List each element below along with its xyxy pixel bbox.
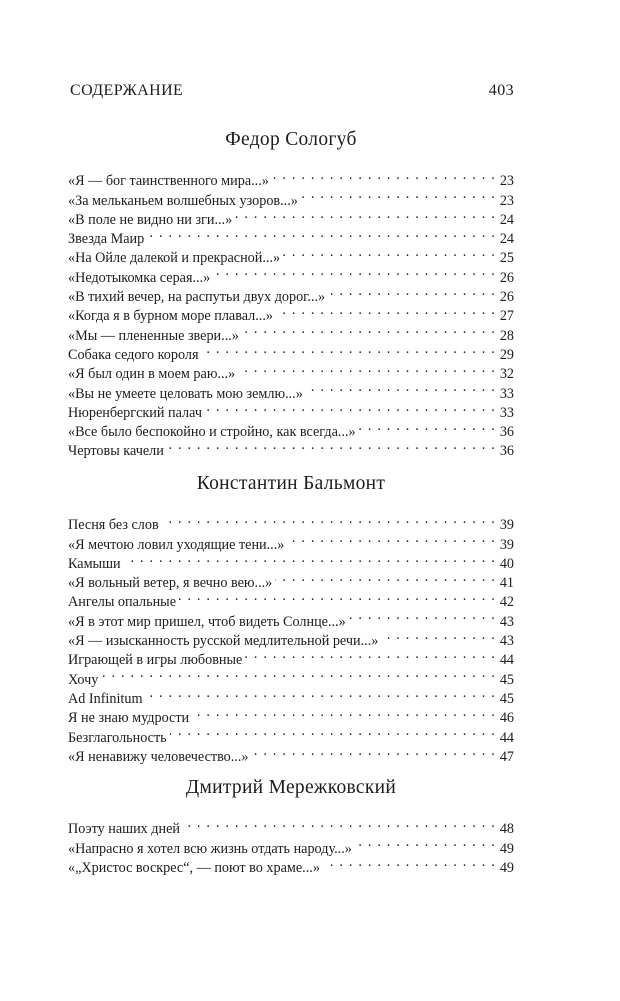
dot-leader [192, 703, 496, 722]
toc-entry [68, 166, 514, 190]
dot-leader [124, 549, 496, 568]
author-section-balmont [68, 470, 514, 765]
toc-list [68, 510, 514, 765]
dot-leader [381, 626, 496, 645]
entry-page-number: 45 [499, 671, 514, 688]
entry-page-number: 45 [499, 690, 514, 707]
entry-title: Поэту наших дней [68, 821, 181, 838]
entry-title: Ангелы опальные [68, 594, 177, 611]
entry-page-number: 40 [499, 555, 514, 572]
entry-page-number: 39 [499, 536, 514, 553]
entry-page-number: 28 [499, 327, 514, 344]
entry-title: «В поле не видно ни зги...» [68, 211, 233, 228]
entry-page-number: 32 [499, 366, 514, 383]
entry-title: Нюренбергский палач [68, 404, 202, 421]
dot-leader [276, 301, 496, 320]
author-heading: Константин Бальмонт [196, 473, 386, 494]
author-section-sologub [68, 126, 514, 460]
dot-leader [252, 742, 497, 761]
entry-title: Я не знаю мудрости [68, 710, 190, 727]
toc-entry [68, 510, 514, 534]
dot-leader [287, 529, 496, 548]
dot-leader [145, 684, 496, 703]
entry-title: «Я вольный ветер, я вечно вею...» [68, 575, 273, 592]
entry-page-number: 39 [499, 517, 514, 534]
dot-leader [359, 417, 496, 436]
entry-title: Играющей в игры любовные [68, 652, 243, 669]
entry-page-number: 33 [499, 404, 514, 421]
dot-leader [323, 853, 496, 872]
entry-title: «Я — изысканность русской медлительной речи...» [68, 633, 379, 650]
entry-page-number: 49 [499, 840, 514, 857]
entry-page-number: 48 [499, 821, 514, 838]
toc-entry [68, 684, 514, 707]
entry-title: «Я был один в моем раю...» [68, 366, 236, 383]
entry-page-number: 24 [499, 231, 514, 248]
entry-title: «За мельканьем волшебных узоров...» [68, 192, 298, 209]
entry-title: «„Христос воскрес“, — поют во храме...» [68, 859, 320, 876]
dot-leader [213, 262, 496, 281]
entry-title: Безглагольность [68, 729, 167, 746]
entry-page-number: 24 [499, 211, 514, 228]
dot-leader [101, 664, 496, 683]
entry-page-number: 23 [499, 173, 514, 190]
entry-page-number: 27 [499, 308, 514, 325]
running-header-title: СОДЕРЖАНИЕ [70, 82, 184, 99]
entry-title: «На Ойле далекой и прекрасной...» [68, 250, 281, 267]
page-number: 403 [488, 82, 514, 99]
toc-entry [68, 549, 514, 572]
dot-leader [328, 282, 496, 301]
entry-page-number: 33 [499, 385, 514, 402]
dot-leader [275, 568, 496, 587]
dot-leader [235, 205, 496, 224]
entry-title: «Я мечтою ловил уходящие тени...» [68, 536, 285, 553]
dot-leader [183, 814, 496, 833]
dot-leader [301, 185, 496, 204]
toc-entry [68, 814, 514, 838]
entry-title: Камыши [68, 555, 121, 572]
entry-page-number: 41 [499, 575, 514, 592]
entry-title: «Я в этот мир пришел, чтоб видеть Солнце...» [68, 613, 346, 630]
running-header [70, 82, 514, 106]
entry-page-number: 43 [499, 633, 514, 650]
entry-title: «Когда я в бурном море плавал...» [68, 308, 273, 325]
entry-title: «Я ненавижу человечество...» [68, 748, 249, 765]
entry-page-number: 43 [499, 613, 514, 630]
entry-title: «Напрасно я хотел всю жизнь отдать народу...» [68, 840, 352, 857]
dot-leader [147, 224, 496, 243]
toc-list [68, 166, 514, 460]
entry-title: Песня без слов [68, 517, 159, 534]
entry-title: «Все было беспокойно и стройно, как всегда...» [68, 424, 356, 441]
entry-page-number: 23 [499, 192, 514, 209]
entry-title: Хочу [68, 671, 99, 688]
entry-title: Собака седого короля [68, 346, 199, 363]
entry-title: «Мы — плененные звери...» [68, 327, 239, 344]
dot-leader [162, 510, 496, 529]
entry-title: Звезда Маир [68, 231, 145, 248]
entry-page-number: 26 [499, 269, 514, 286]
author-heading: Федор Сологуб [225, 129, 357, 150]
entry-page-number: 29 [499, 346, 514, 363]
dot-leader [205, 398, 496, 417]
dot-leader [283, 243, 496, 262]
entry-title: «В тихий вечер, на распутьи двух дорог...» [68, 289, 326, 306]
dot-leader [179, 587, 496, 606]
entry-title: Чертовы качели [68, 443, 164, 460]
entry-page-number: 36 [499, 424, 514, 441]
entry-page-number: 44 [499, 652, 514, 669]
dot-leader [349, 606, 496, 625]
entry-title: «Я — бог таинственного мира...» [68, 173, 269, 190]
entry-page-number: 44 [499, 729, 514, 746]
dot-leader [201, 340, 496, 359]
entry-page-number: 25 [499, 250, 514, 267]
toc-entry [68, 568, 514, 592]
toc-list [68, 814, 514, 876]
entry-page-number: 47 [499, 748, 514, 765]
dot-leader [245, 645, 496, 664]
entry-title: Ad Infinitum [68, 690, 143, 707]
dot-leader [355, 833, 496, 852]
dot-leader [242, 320, 496, 339]
entry-title: «Вы не умеете целовать мою землю...» [68, 385, 303, 402]
author-heading: Дмитрий Мережковский [185, 777, 397, 798]
dot-leader [272, 166, 496, 185]
entry-title: «Недотыкомка серая...» [68, 269, 211, 286]
entry-page-number: 46 [499, 710, 514, 727]
toc-entry [68, 664, 514, 688]
entry-page-number: 42 [499, 594, 514, 611]
dot-leader [306, 378, 496, 397]
dot-leader [170, 722, 496, 741]
entry-page-number: 49 [499, 859, 514, 876]
entry-page-number: 26 [499, 289, 514, 306]
entry-page-number: 36 [499, 443, 514, 460]
dot-leader [238, 359, 496, 378]
author-section-merezhkovsky [68, 774, 514, 876]
dot-leader [167, 436, 496, 455]
